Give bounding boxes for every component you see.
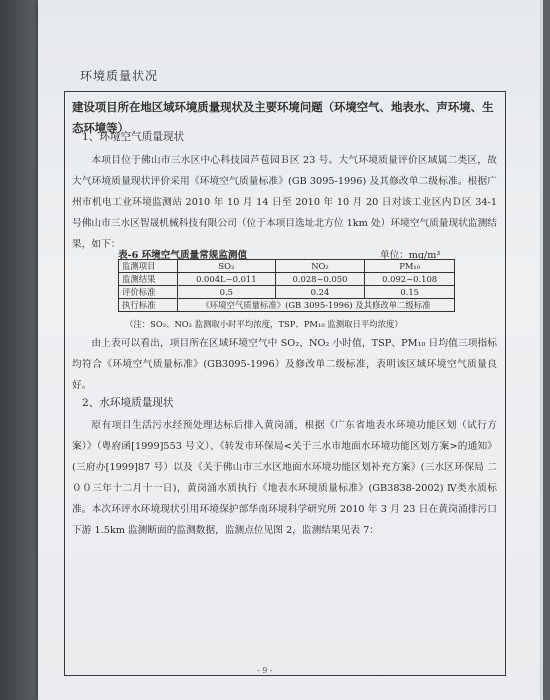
table-header-row	[119, 260, 455, 273]
table-cell: 0.092~0.108	[365, 273, 455, 286]
air-heading: 1、环境空气质量现状	[82, 131, 185, 143]
table-row	[119, 286, 455, 299]
table-cell: 0.15	[365, 286, 455, 299]
table-unit: 单位：mg/m³	[380, 250, 441, 261]
table-cell: 0.5	[178, 286, 276, 299]
table-cell: 0.004L~0.011	[178, 273, 276, 286]
table-header-cell: PM₁₀	[365, 260, 455, 273]
table-cell: 0.24	[275, 286, 365, 299]
table-cell: 执行标准	[119, 299, 178, 312]
table-title: 表-6 环境空气质量常规监测值	[118, 250, 248, 261]
table-header-cell: NO₂	[275, 260, 365, 273]
water-paragraph-1: 原有项目生活污水经预处理达标后排入黄岗涌，根据《广东省地表水环境功能区划（试行方案）》（粤府函[1999]553 号文）、《转发市环保局<关于三水市地面水环境功能区划方案>的通知》(三府办[1999]87 号）以及《关于佛山市三水区地面水环境功能区划补充方案》(三水区环保局 二００三年十二月十一日)，黄岗涌水质执行《地表水环境质量标准》(GB3838-2002) Ⅳ类水质标准。本次环评水环境现状引用环境保护部华南环境科学研究所 2010 年 3 月 23 日在黄岗涌排污口下游 1.5km 监测断面的监测数据，监测点位见图 2，监测结果见表 7：	[72, 420, 497, 536]
table-header-cell: 监测项目	[119, 260, 178, 273]
table-cell: 监测结果	[119, 273, 178, 286]
section-title: 环境质量状况	[80, 69, 159, 83]
page-number: - 9 -	[257, 666, 273, 675]
air-quality-table	[118, 259, 455, 312]
table-header-cell: SO₂	[178, 260, 276, 273]
table-note: （注：SO₂、NO₂ 监测取小时平均浓度，TSP、PM₁₀ 监测取日平均浓度）	[125, 319, 403, 329]
table-row	[119, 299, 455, 312]
box-heading: 建设项目所在地区域环境质量现状及主要环境问题（环境空气、地表水、声环境、生态环境等）	[72, 100, 494, 135]
table-cell: 《环境空气质量标准》(GB 3095-1996) 及其修改单二级标准	[178, 299, 455, 312]
table-cell: 0.028~0.050	[275, 273, 365, 286]
table-row	[119, 273, 455, 286]
table-cell: 评价标准	[119, 286, 178, 299]
air-paragraph-2: 由上表可以看出，项目所在区域环境空气中 SO₂、NO₂ 小时值，TSP、PM₁₀ 日均值三项指标均符合《环境空气质量标准》(GB3095-1996）及修改单二级标准，表明该区域环境空气质量良好。	[72, 338, 497, 391]
air-paragraph-1: 本项目位于佛山市三水区中心科技园芦苞园Ｂ区 23 号。大气环境质量评价区域属二类区，故大气环境质量现状评价采用《环境空气质量标准》(GB 3095-1996) 及其修改单二级标准。根据广州市机电工业环境监测站 2010 年 10 月 14 日至 2010 年 10 月 20 日对该工业区内Ｄ区 34-1 号佛山市三水区智晟机械科技有限公司（位于本项目选址北方位 1km 处）环境空气质量现状监测结果，如下：	[72, 155, 497, 250]
water-heading: 2、水环境质量现状	[82, 397, 174, 409]
